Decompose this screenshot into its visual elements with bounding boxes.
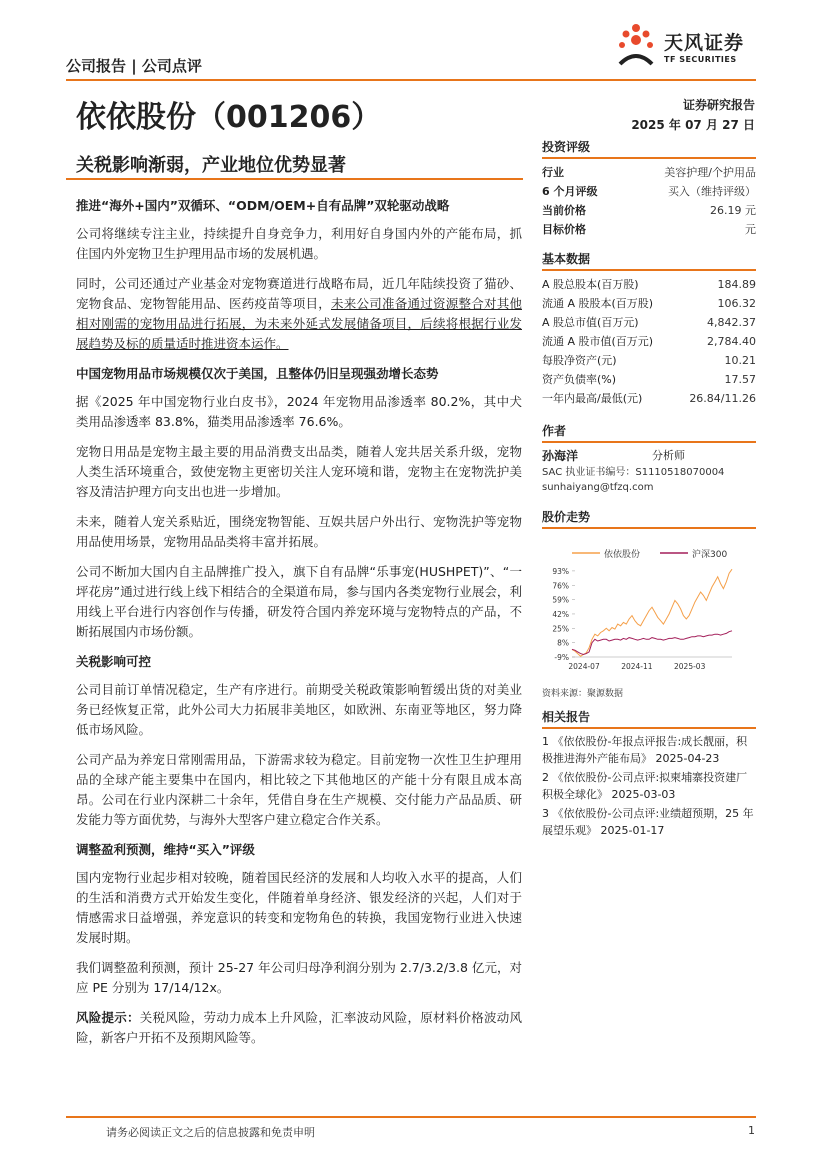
paragraph: 宠物日用品是宠物主最主要的用品消费支出品类，随着人宠共居关系升级，宠物人类生活环境重合，致使宠物主更密切关注人宠环境和谐，宠物主在宠物洗护美容及清洁护理方向支出也进一步增加。	[76, 444, 522, 499]
basic-value: 4,842.37	[707, 316, 756, 329]
basic-key: 流通 A 股股本(百万股)	[542, 297, 654, 310]
risk-paragraph	[76, 1008, 522, 1048]
section-heading: 调整盈利预测，维持“买入”评级	[76, 842, 255, 857]
x-tick-label: 2024-11	[621, 662, 653, 671]
rating-value: 美容护理/个护用品	[664, 166, 756, 179]
basic-data-panel	[542, 250, 756, 408]
rating-key: 行业	[542, 166, 564, 179]
basic-key: 资产负债率(%)	[542, 373, 617, 386]
rating-key: 6 个月评级	[542, 185, 598, 198]
risk-text: 关税风险，劳动力成本上升风险，汇率波动风险，原材料价格波动风险，新客户开拓不及预期风险等。	[76, 1010, 522, 1045]
flower-logo-icon	[610, 20, 660, 70]
y-tick-label: 59%	[552, 595, 569, 605]
basic-value: 184.89	[717, 278, 756, 291]
basic-key: A 股总股本(百万股)	[542, 278, 639, 291]
related-report-link[interactable]: 3 《依依股份-公司点评:业绩超预期，25 年展望乐观》 2025-01-17	[542, 807, 754, 837]
price-trend-chart	[542, 533, 756, 681]
page-title: 依依股份（001206）	[76, 100, 382, 135]
author-role: 分析师	[652, 449, 685, 462]
brand-name-en: TF SECURITIES	[664, 55, 737, 64]
author-name: 孙海洋	[542, 449, 579, 463]
report-type: 证券研究报告	[682, 98, 755, 112]
basic-data-title: 基本数据	[542, 250, 756, 271]
rating-key: 目标价格	[542, 223, 586, 236]
y-tick-label: 42%	[552, 609, 569, 619]
header-divider	[66, 79, 756, 81]
y-tick-label: 93%	[552, 566, 569, 576]
section-heading: 关税影响可控	[76, 654, 152, 669]
title-divider	[66, 178, 523, 180]
basic-value: 2,784.40	[707, 335, 756, 348]
related-reports-panel	[542, 708, 756, 841]
basic-key: 每股净资产(元)	[542, 354, 617, 367]
brand-name: 天风证券	[664, 32, 745, 54]
author-title: 作者	[542, 422, 756, 443]
series-line-yiyi	[572, 569, 732, 656]
chart-title: 股价走势	[542, 508, 756, 529]
main-content	[76, 196, 522, 1058]
paragraph: 我们调整盈利预测，预计 25-27 年公司归母净利润分别为 2.7/3.2/3.8 亿元，对应 PE 分别为 17/14/12x。	[76, 960, 522, 995]
basic-key: A 股总市值(百万元)	[542, 316, 639, 329]
basic-value: 26.84/11.26	[689, 392, 756, 405]
rating-value: 元	[745, 223, 756, 236]
x-tick-label: 2025-03	[674, 662, 706, 671]
y-axis	[552, 567, 732, 662]
footer-divider	[66, 1116, 756, 1118]
basic-value: 106.32	[717, 297, 756, 310]
paragraph: 未来，随着人宠关系贴近，围绕宠物智能、互娱共居户外出行、宠物洗护等宠物用品使用场景，宠物用品品类将丰富并拓展。	[76, 514, 522, 549]
rating-value: 26.19 元	[710, 204, 756, 217]
chart-legend	[572, 548, 727, 560]
author-email[interactable]: sunhaiyang@tfzq.com	[542, 482, 654, 493]
paragraph: 公司产品为养宠日常刚需用品，下游需求较为稳定。目前宠物一次性卫生护理用品的全球产能主要集中在国内，相比较之下其他地区的产能十分有限且成本高昂。公司在行业内深耕二十余年，凭借自身在生产规模、交付能力产品品质、研发能力等方面优势，与海外大型客户建立稳定合作关系。	[76, 752, 522, 827]
x-axis	[568, 662, 705, 671]
paragraph: 公司目前订单情况稳定，生产有序进行。前期受关税政策影响暂缓出货的对美业务已经恢复正常，此外公司大力拓展非美地区，如欧洲、东南亚等地区，努力降低市场风险。	[76, 682, 522, 737]
page-number: 1	[748, 1124, 755, 1137]
series-lines	[572, 569, 732, 656]
author-panel	[542, 422, 756, 495]
related-report-link[interactable]: 2 《依依股份-公司点评:拟柬埔寨投资建厂积极全球化》 2025-03-03	[542, 771, 748, 801]
y-tick-label: -9%	[554, 653, 569, 662]
footer-disclaimer: 请务必阅读正文之后的信息披露和免责申明	[106, 1126, 315, 1139]
paragraph	[76, 274, 522, 354]
rating-value: 买入（维持评级）	[668, 185, 756, 198]
legend-label-hs300: 沪深300	[692, 550, 728, 560]
chart-source: 资料来源：聚源数据	[542, 689, 624, 699]
section-heading: 中国宠物用品市场规模仅次于美国，且整体仍旧呈现强劲增长态势	[76, 366, 439, 381]
page-subtitle: 关税影响渐弱，产业地位优势显著	[76, 155, 346, 176]
x-tick-label: 2024-07	[568, 662, 600, 671]
related-report-link[interactable]: 1 《依依股份-年报点评报告:成长靓丽，积极推进海外产能布局》 2025-04-23	[542, 735, 748, 765]
y-tick-label: 25%	[552, 624, 569, 634]
section-heading: 推进“海外+国内”双循环、“ODM/OEM+自有品牌”双轮驱动战略	[76, 198, 450, 213]
paragraph: 公司将继续专注主业，持续提升自身竞争力，利用好自身国内外的产能布局，抓住国内外宠物卫生护理用品市场的发展机遇。	[76, 226, 522, 261]
author-cert: SAC 执业证书编号：S1110518070004	[542, 467, 725, 478]
price-chart-panel	[542, 508, 756, 699]
risk-label: 风险提示：	[76, 1010, 140, 1025]
basic-value: 10.21	[724, 354, 756, 367]
rating-key: 当前价格	[542, 204, 586, 217]
rating-panel	[542, 138, 756, 239]
report-date: 2025 年 07 月 27 日	[631, 118, 755, 132]
y-tick-label: 76%	[552, 581, 569, 591]
basic-key: 流通 A 股市值(百万元)	[542, 335, 654, 348]
paragraph: 公司不断加大国内自主品牌推广投入，旗下自有品牌“乐事宠(HUSHPET)”、“一坪花房”通过进行线上线下相结合的全渠道布局，参与国内各类宠物行业展会，利用线上平台进行内容创作与传播，研发符合国内养宠环境与宠物特点的产品，不断拓展国内市场份额。	[76, 564, 522, 639]
related-title: 相关报告	[542, 708, 756, 729]
paragraph: 国内宠物行业起步相对较晚，随着国民经济的发展和人均收入水平的提高，人们的生活和消费方式开始发生变化，伴随着单身经济、银发经济的兴起，人们对于情感需求日益增强，养宠意识的转变和宠物角色的转换，我国宠物行业进入快速发展时期。	[76, 870, 522, 945]
y-tick-label: 8%	[557, 638, 569, 648]
paragraph: 据《2025 年中国宠物行业白皮书》，2024 年宠物用品渗透率 80.2%，其中犬类用品渗透率 83.8%，猫类用品渗透率 76.6%。	[76, 394, 522, 429]
legend-label-yiyi: 依依股份	[604, 550, 641, 560]
rating-title: 投资评级	[542, 138, 756, 159]
basic-value: 17.57	[724, 373, 756, 386]
paragraph-text: 同时，公司还通过产业基金对宠物赛道进行战略布局，近几年陆续投资了猫砂、宠物食品、宠物智能用品、医药疫苗等项目，	[76, 276, 522, 311]
report-category: 公司报告 | 公司点评	[66, 57, 202, 75]
basic-key: 一年内最高/最低(元)	[542, 392, 643, 405]
paragraph-underlined-text: 未来公司准备通过资源整合对其他相对刚需的宠物用品进行拓展，为未来外延式发展储备项目，后续将根据行业发展趋势及标的质量适时推进资本运作。	[76, 296, 522, 351]
